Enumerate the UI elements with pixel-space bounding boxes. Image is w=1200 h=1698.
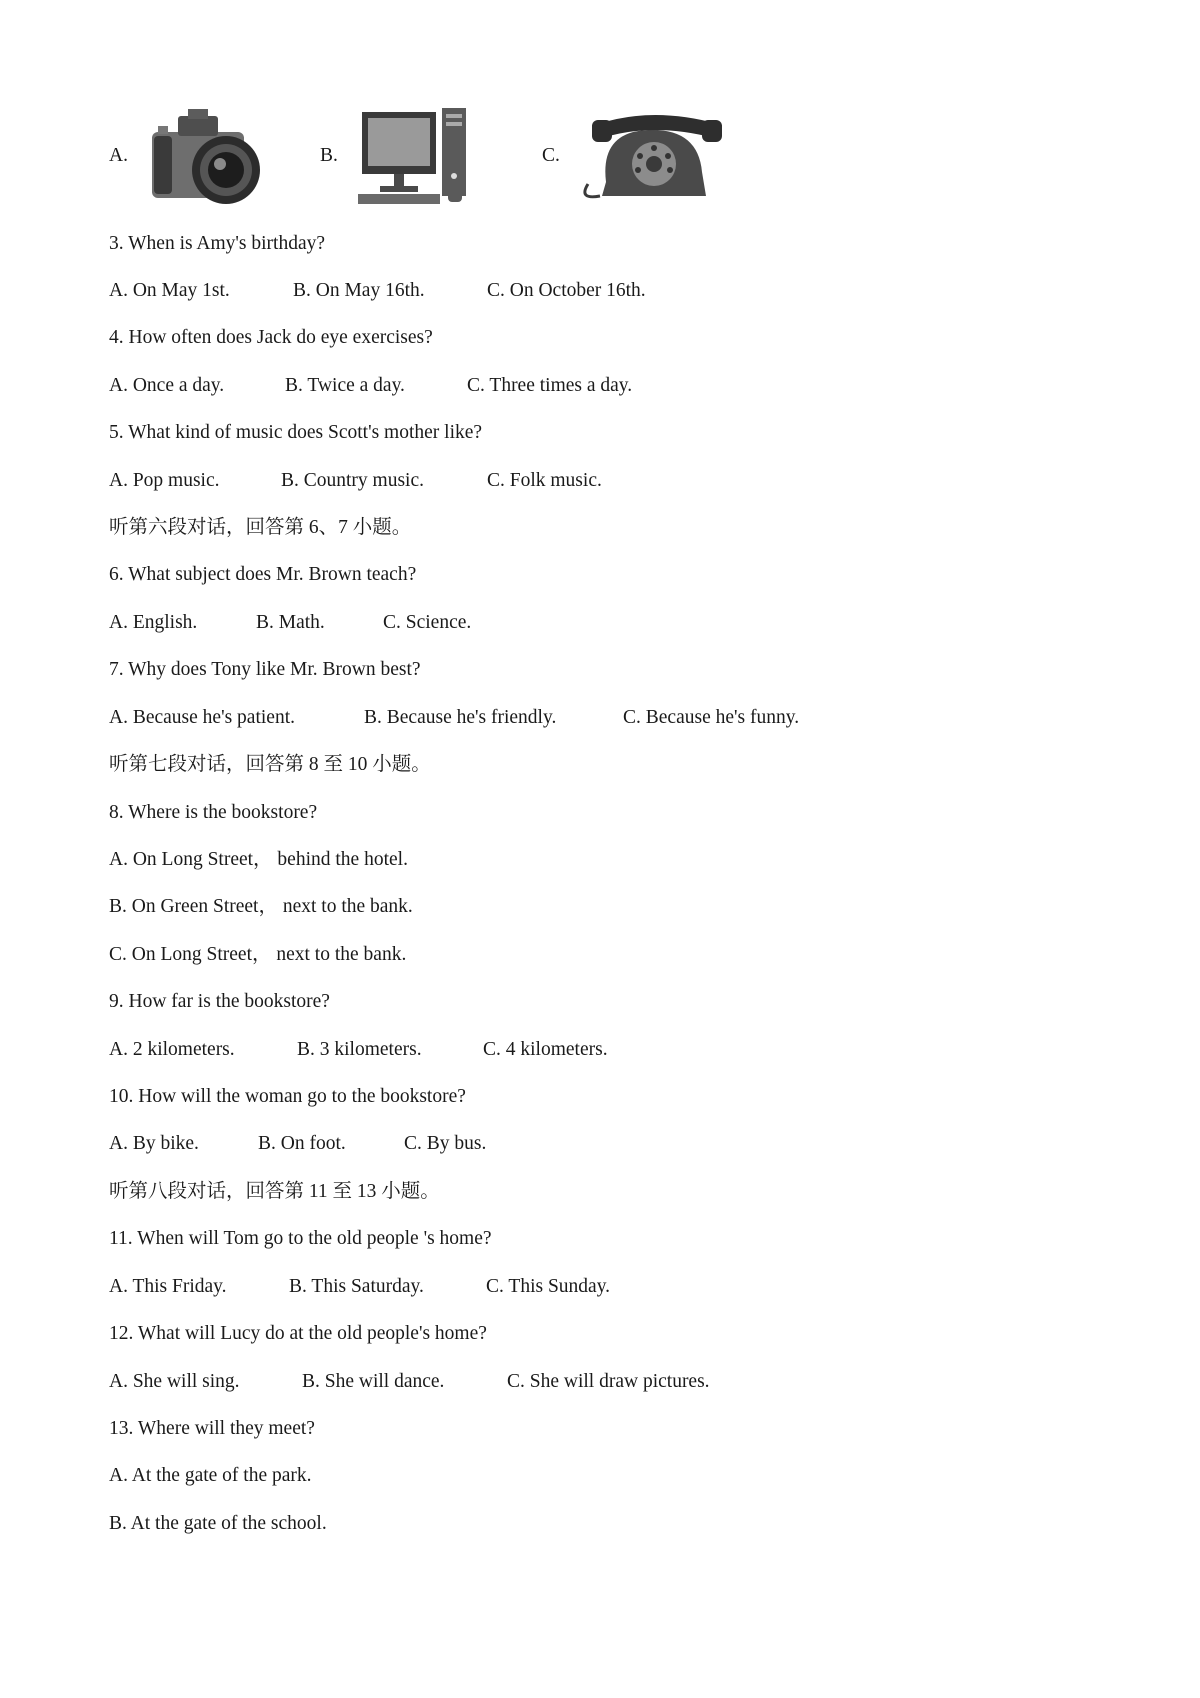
question-6: 6. What subject does Mr. Brown teach? — [109, 564, 417, 585]
option-c[interactable]: C. She will draw pictures. — [507, 1371, 710, 1392]
option-b[interactable]: B. Math. — [256, 612, 325, 633]
option-b[interactable]: B. Because he's friendly. — [364, 707, 557, 728]
question-4: 4. How often does Jack do eye exercises? — [109, 327, 433, 348]
question-13: 13. Where will they meet? — [109, 1418, 315, 1439]
option-c[interactable]: C. Folk music. — [487, 470, 602, 491]
option-b[interactable]: B. On Green Street， next to the bank. — [109, 896, 413, 917]
option-c[interactable]: C. On Long Street， next to the bank. — [109, 944, 407, 965]
option-a[interactable]: A. 2 kilometers. — [109, 1039, 235, 1060]
option-c[interactable]: C. 4 kilometers. — [483, 1039, 608, 1060]
question-3: 3. When is Amy's birthday? — [109, 233, 326, 254]
section-instruction-8: 听第八段对话，回答第 11 至 13 小题。 — [109, 1181, 440, 1202]
option-c[interactable]: C. Science. — [383, 612, 472, 633]
option-b[interactable]: B. On foot. — [258, 1133, 346, 1154]
option-a[interactable]: A. Once a day. — [109, 375, 225, 396]
option-a[interactable]: A. This Friday. — [109, 1276, 227, 1297]
option-c[interactable]: C. Three times a day. — [467, 375, 633, 396]
question-9: 9. How far is the bookstore? — [109, 991, 330, 1012]
option-c[interactable]: C. By bus. — [404, 1133, 487, 1154]
option-b[interactable]: B. 3 kilometers. — [297, 1039, 422, 1060]
option-c[interactable]: C. On October 16th. — [487, 280, 646, 301]
picture-option-c-label: C. — [542, 145, 560, 166]
option-b[interactable]: B. Twice a day. — [285, 375, 405, 396]
picture-option-a-label: A. — [109, 145, 128, 166]
option-c[interactable]: C. Because he's funny. — [623, 707, 800, 728]
telephone-icon — [578, 112, 728, 204]
question-7: 7. Why does Tony like Mr. Brown best? — [109, 659, 421, 680]
option-a[interactable]: A. At the gate of the park. — [109, 1465, 312, 1486]
option-a[interactable]: A. On May 1st. — [109, 280, 230, 301]
option-b[interactable]: B. At the gate of the school. — [109, 1513, 327, 1534]
option-a[interactable]: A. By bike. — [109, 1133, 199, 1154]
option-b[interactable]: B. Country music. — [281, 470, 425, 491]
option-a[interactable]: A. She will sing. — [109, 1371, 240, 1392]
question-8: 8. Where is the bookstore? — [109, 802, 318, 823]
picture-option-b-label: B. — [320, 145, 338, 166]
option-a[interactable]: A. Because he's patient. — [109, 707, 295, 728]
option-c[interactable]: C. This Sunday. — [486, 1276, 611, 1297]
question-5: 5. What kind of music does Scott's mother like? — [109, 422, 483, 443]
option-b[interactable]: B. On May 16th. — [293, 280, 425, 301]
computer-icon — [358, 106, 476, 206]
question-10: 10. How will the woman go to the bookstore? — [109, 1086, 466, 1107]
option-a[interactable]: A. On Long Street， behind the hotel. — [109, 849, 408, 870]
camera-icon — [148, 104, 266, 208]
option-b[interactable]: B. She will dance. — [302, 1371, 445, 1392]
question-12: 12. What will Lucy do at the old people's home? — [109, 1323, 487, 1344]
option-b[interactable]: B. This Saturday. — [289, 1276, 424, 1297]
section-instruction-7: 听第七段对话，回答第 8 至 10 小题。 — [109, 754, 431, 775]
section-instruction-6: 听第六段对话，回答第 6、7 小题。 — [109, 517, 412, 538]
option-a[interactable]: A. English. — [109, 612, 198, 633]
question-11: 11. When will Tom go to the old people 's home? — [109, 1228, 492, 1249]
option-a[interactable]: A. Pop music. — [109, 470, 220, 491]
